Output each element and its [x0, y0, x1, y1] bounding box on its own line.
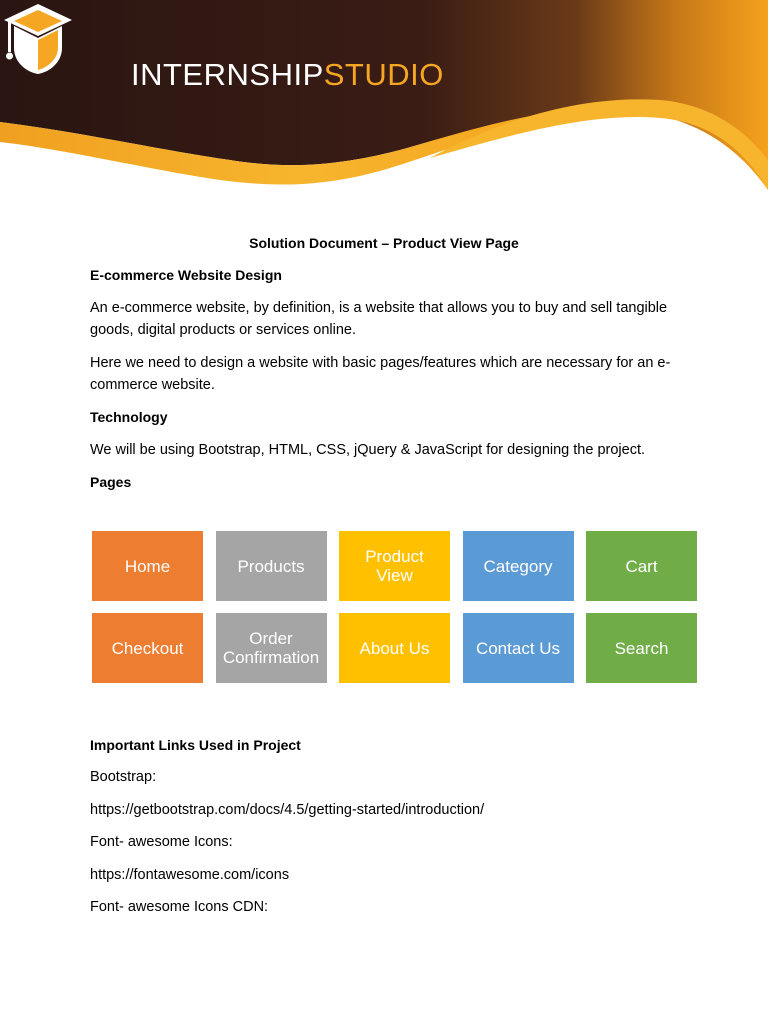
bootstrap-label: Bootstrap: [90, 769, 157, 785]
brand-wordmark-internship: INTERNSHIP [131, 57, 324, 92]
page-tile-about-us: About Us [339, 613, 450, 683]
document-header-banner [0, 0, 768, 200]
fontawesome-cdn-label: Font- awesome Icons CDN: [90, 899, 269, 915]
page-tile-home: Home [92, 531, 203, 601]
brand-wordmark-studio: STUDIO [323, 57, 444, 92]
brand-wordmark [131, 56, 444, 94]
page-tile-cart: Cart [586, 531, 697, 601]
page-tile-contact-us: Contact Us [463, 613, 574, 683]
pages-grid [92, 531, 698, 683]
section-heading-technology: Technology [90, 409, 168, 425]
section-heading-ecommerce: E-commerce Website Design [90, 267, 282, 283]
graduation-cap-logo-icon [0, 0, 76, 76]
page-tile-checkout: Checkout [92, 613, 203, 683]
fontawesome-link[interactable]: https://fontawesome.com/icons [90, 867, 290, 883]
page-tile-order-confirmation: Order Confirmation [216, 613, 327, 683]
page-tile-category: Category [463, 531, 574, 601]
section-heading-pages: Pages [90, 474, 132, 490]
paragraph-ecommerce-definition: An e-commerce website, by definition, is a website that allows you to buy and sell tangible goods, digital products or services online. [90, 300, 668, 338]
page-tile-product-view: Product View [339, 531, 450, 601]
page-tile-products: Products [216, 531, 327, 601]
paragraph-ecommerce-requirements: Here we need to design a website with basic pages/features which are necessary for an e-commerce website. [90, 355, 671, 393]
section-heading-links: Important Links Used in Project [90, 737, 301, 753]
fontawesome-label: Font- awesome Icons: [90, 834, 233, 850]
document-title: Solution Document – Product View Page [249, 235, 519, 251]
bootstrap-link[interactable]: https://getbootstrap.com/docs/4.5/getting-started/introduction/ [90, 802, 485, 818]
header-wave-graphic [0, 0, 768, 200]
page-tile-search: Search [586, 613, 697, 683]
paragraph-technology: We will be using Bootstrap, HTML, CSS, jQuery & JavaScript for designing the project. [90, 442, 646, 458]
